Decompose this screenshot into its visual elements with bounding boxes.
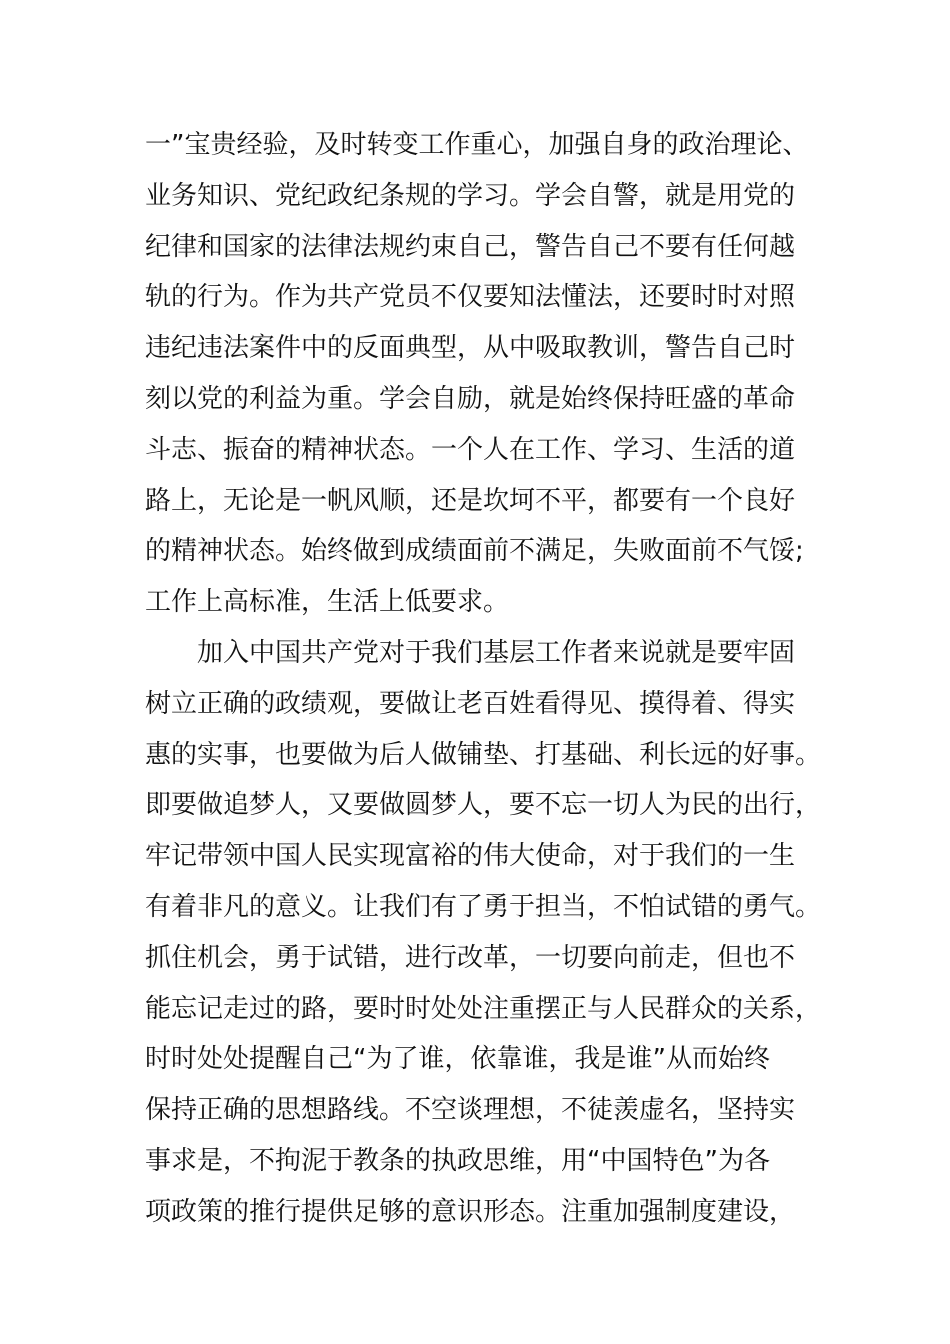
- text-line: 抓住机会，勇于试错，进行改革，一切要向前走，但也不: [145, 942, 796, 973]
- text-line: 的精神状态。始终做到成绩面前不满足，失败面前不气馁;: [145, 536, 804, 567]
- text-line: 斗志、振奋的精神状态。一个人在工作、学习、生活的道: [145, 434, 796, 465]
- text-line: 轨的行为。作为共产党员不仅要知法懂法，还要时时对照: [145, 282, 796, 313]
- text-line: 加入中国共产党对于我们基层工作者来说就是要牢固: [197, 637, 796, 668]
- text-line: 即要做追梦人，又要做圆梦人，要不忘一切人为民的出行，: [145, 790, 822, 821]
- text-line: 有着非凡的意义。让我们有了勇于担当，不怕试错的勇气。: [145, 891, 822, 922]
- text-line: 一”宝贵经验，及时转变工作重心，加强自身的政治理论、: [145, 130, 809, 160]
- text-line: 违纪违法案件中的反面典型，从中吸取教训，警告自己时: [145, 333, 796, 364]
- text-line: 工作上高标准，生活上低要求。: [145, 587, 510, 618]
- text-line: 牢记带领中国人民实现富裕的伟大使命，对于我们的一生: [145, 841, 796, 872]
- text-line: 路上，无论是一帆风顺，还是坎坷不平，都要有一个良好: [145, 485, 796, 516]
- text-line: 业务知识、党纪政纪条规的学习。学会自警，就是用党的: [145, 180, 796, 211]
- paragraph-1: [145, 120, 809, 628]
- text-line: 事求是，不拘泥于教条的执政思维，用“中国特色”为各: [145, 1145, 770, 1176]
- text-line: 项政策的推行提供足够的意识形态。注重加强制度建设，: [145, 1196, 796, 1227]
- text-line: 树立正确的政绩观，要做让老百姓看得见、摸得着、得实: [145, 688, 796, 719]
- text-line: 纪律和国家的法律法规约束自己，警告自己不要有任何越: [145, 231, 796, 262]
- text-line: 能忘记走过的路，要时时处处注重摆正与人民群众的关系，: [145, 993, 822, 1024]
- text-line: 刻以党的利益为重。学会自励，就是始终保持旺盛的革命: [145, 383, 796, 414]
- text-line: 惠的实事，也要做为后人做铺垫、打基础、利长远的好事。: [145, 739, 822, 770]
- document-body: [145, 120, 822, 1238]
- text-line: 保持正确的思想路线。不空谈理想，不徒羡虚名，坚持实: [145, 1095, 796, 1126]
- paragraph-2: [145, 628, 822, 1238]
- text-line: 时时处处提醒自己“为了谁，依靠谁，我是谁”从而始终: [145, 1044, 770, 1075]
